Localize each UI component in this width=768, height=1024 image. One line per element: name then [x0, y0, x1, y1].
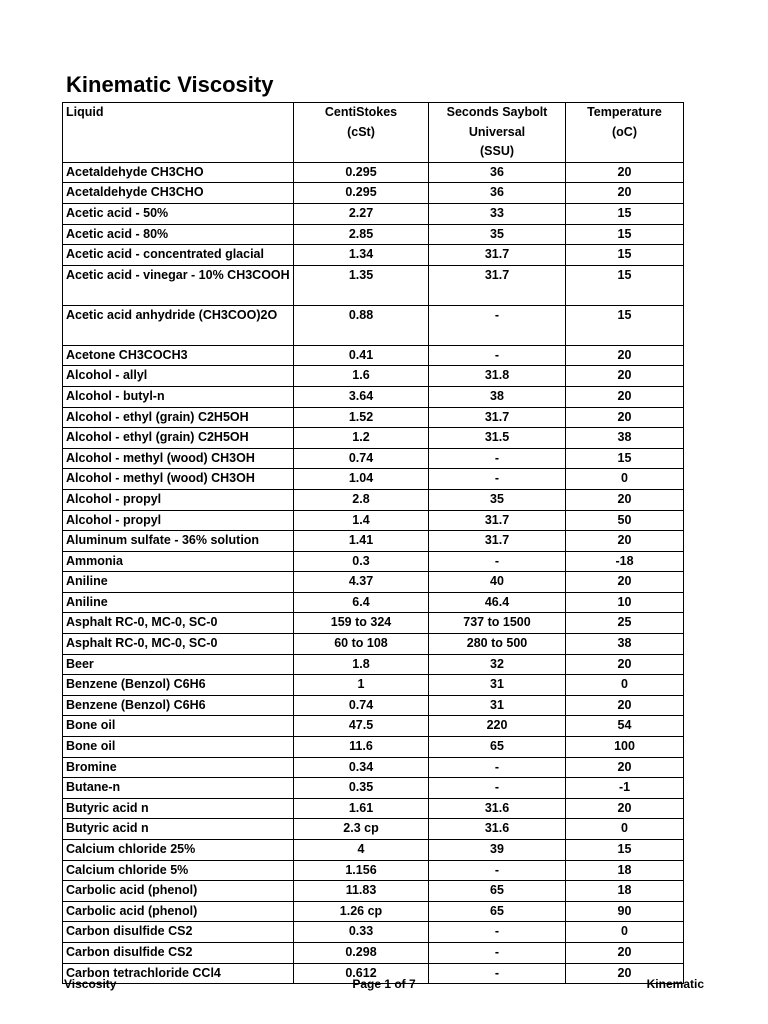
liquid-cell: Asphalt RC-0, MC-0, SC-0 — [63, 613, 294, 634]
liquid-cell: Acetaldehyde CH3CHO — [63, 162, 294, 183]
header-temperature-line2: (oC) — [612, 124, 637, 139]
centistokes-cell: 0.88 — [294, 305, 429, 345]
table-row — [63, 613, 684, 634]
centistokes-cell: 0.74 — [294, 448, 429, 469]
header-ssu-line3: (SSU) — [479, 144, 515, 159]
temperature-cell: 20 — [566, 531, 684, 552]
ssu-cell: - — [429, 448, 566, 469]
table-row — [63, 572, 684, 593]
ssu-cell: 31.7 — [429, 245, 566, 266]
centistokes-cell: 4 — [294, 840, 429, 861]
ssu-cell: 46.4 — [429, 592, 566, 613]
table-row — [63, 551, 684, 572]
temperature-cell: 38 — [566, 428, 684, 449]
liquid-cell: Butyric acid n — [63, 819, 294, 840]
ssu-cell: - — [429, 963, 566, 984]
footer-page-number: Page 1 of 7 — [352, 977, 416, 991]
ssu-cell: 65 — [429, 737, 566, 758]
table-row — [63, 183, 684, 204]
centistokes-cell: 2.3 cp — [294, 819, 429, 840]
ssu-cell: 220 — [429, 716, 566, 737]
temperature-cell: 0 — [566, 675, 684, 696]
ssu-cell: 36 — [429, 162, 566, 183]
temperature-cell: 20 — [566, 366, 684, 387]
centistokes-cell: 4.37 — [294, 572, 429, 593]
ssu-cell: - — [429, 469, 566, 490]
liquid-cell: Calcium chloride 25% — [63, 840, 294, 861]
liquid-cell: Acetic acid - vinegar - 10% CH3COOH — [63, 265, 294, 305]
temperature-cell: 0 — [566, 469, 684, 490]
table-row — [63, 510, 684, 531]
liquid-cell: Carbon tetrachloride CCl4 — [63, 963, 294, 984]
ssu-cell: - — [429, 305, 566, 345]
temperature-cell: 20 — [566, 183, 684, 204]
centistokes-cell: 1.2 — [294, 428, 429, 449]
temperature-cell: 15 — [566, 840, 684, 861]
ssu-cell: 31.6 — [429, 798, 566, 819]
table-row — [63, 881, 684, 902]
table-row — [63, 592, 684, 613]
ssu-cell: - — [429, 345, 566, 366]
temperature-cell: 0 — [566, 819, 684, 840]
ssu-cell: - — [429, 757, 566, 778]
liquid-cell: Acetone CH3COCH3 — [63, 345, 294, 366]
ssu-cell: 65 — [429, 881, 566, 902]
table-row — [63, 675, 684, 696]
table-row — [63, 224, 684, 245]
centistokes-cell: 11.6 — [294, 737, 429, 758]
ssu-cell: 65 — [429, 901, 566, 922]
temperature-cell: 20 — [566, 489, 684, 510]
liquid-cell: Acetic acid - 50% — [63, 203, 294, 224]
liquid-cell: Asphalt RC-0, MC-0, SC-0 — [63, 634, 294, 655]
centistokes-cell: 0.74 — [294, 695, 429, 716]
ssu-cell: 32 — [429, 654, 566, 675]
ssu-cell: 38 — [429, 386, 566, 407]
centistokes-cell: 1.41 — [294, 531, 429, 552]
ssu-cell: - — [429, 551, 566, 572]
centistokes-cell: 1.8 — [294, 654, 429, 675]
table-body — [63, 162, 684, 983]
centistokes-cell: 0.33 — [294, 922, 429, 943]
temperature-cell: 15 — [566, 305, 684, 345]
temperature-cell: 15 — [566, 245, 684, 266]
temperature-cell: 15 — [566, 224, 684, 245]
table-header-row — [63, 103, 684, 163]
header-centistokes — [294, 103, 429, 163]
liquid-cell: Acetic acid - 80% — [63, 224, 294, 245]
centistokes-cell: 0.3 — [294, 551, 429, 572]
header-centistokes-line1: CentiStokes — [324, 105, 398, 119]
table-row — [63, 901, 684, 922]
ssu-cell: 280 to 500 — [429, 634, 566, 655]
table-row — [63, 695, 684, 716]
centistokes-cell: 0.41 — [294, 345, 429, 366]
temperature-cell: 50 — [566, 510, 684, 531]
temperature-cell: 20 — [566, 386, 684, 407]
header-temperature — [566, 103, 684, 163]
table-row — [63, 469, 684, 490]
table-row — [63, 634, 684, 655]
temperature-cell: 20 — [566, 654, 684, 675]
centistokes-cell: 2.85 — [294, 224, 429, 245]
temperature-cell: 38 — [566, 634, 684, 655]
header-centistokes-line2: (cSt) — [347, 124, 375, 139]
liquid-cell: Acetaldehyde CH3CHO — [63, 183, 294, 204]
liquid-cell: Benzene (Benzol) C6H6 — [63, 675, 294, 696]
temperature-cell: 20 — [566, 345, 684, 366]
ssu-cell: 31.7 — [429, 531, 566, 552]
liquid-cell: Alcohol - propyl — [63, 510, 294, 531]
table-row — [63, 407, 684, 428]
temperature-cell: 10 — [566, 592, 684, 613]
centistokes-cell: 0.295 — [294, 183, 429, 204]
centistokes-cell: 1.04 — [294, 469, 429, 490]
table-row — [63, 345, 684, 366]
centistokes-cell: 0.298 — [294, 942, 429, 963]
ssu-cell: 36 — [429, 183, 566, 204]
temperature-cell: 20 — [566, 572, 684, 593]
centistokes-cell: 0.295 — [294, 162, 429, 183]
temperature-cell: 18 — [566, 860, 684, 881]
table-row — [63, 922, 684, 943]
temperature-cell: 25 — [566, 613, 684, 634]
centistokes-cell: 0.612 — [294, 963, 429, 984]
centistokes-cell: 2.8 — [294, 489, 429, 510]
liquid-cell: Beer — [63, 654, 294, 675]
centistokes-cell: 60 to 108 — [294, 634, 429, 655]
table-row — [63, 162, 684, 183]
liquid-cell: Butyric acid n — [63, 798, 294, 819]
ssu-cell: 31.7 — [429, 510, 566, 531]
ssu-cell: 35 — [429, 489, 566, 510]
ssu-cell: 31.7 — [429, 407, 566, 428]
ssu-cell: 40 — [429, 572, 566, 593]
ssu-cell: 31 — [429, 675, 566, 696]
ssu-cell: - — [429, 922, 566, 943]
header-temperature-line1: Temperature — [587, 105, 662, 119]
centistokes-cell: 1 — [294, 675, 429, 696]
liquid-cell: Alcohol - methyl (wood) CH3OH — [63, 469, 294, 490]
temperature-cell: 20 — [566, 963, 684, 984]
liquid-cell: Carbolic acid (phenol) — [63, 881, 294, 902]
table-row — [63, 366, 684, 387]
table-row — [63, 819, 684, 840]
centistokes-cell: 0.34 — [294, 757, 429, 778]
table-row — [63, 531, 684, 552]
table-row — [63, 305, 684, 345]
table-row — [63, 942, 684, 963]
temperature-cell: 15 — [566, 448, 684, 469]
ssu-cell: 33 — [429, 203, 566, 224]
table-row — [63, 737, 684, 758]
centistokes-cell: 1.35 — [294, 265, 429, 305]
ssu-cell: 737 to 1500 — [429, 613, 566, 634]
liquid-cell: Bromine — [63, 757, 294, 778]
temperature-cell: 0 — [566, 922, 684, 943]
temperature-cell: -1 — [566, 778, 684, 799]
liquid-cell: Alcohol - ethyl (grain) C2H5OH — [63, 428, 294, 449]
table-row — [63, 757, 684, 778]
liquid-cell: Carbon disulfide CS2 — [63, 922, 294, 943]
liquid-cell: Alcohol - butyl-n — [63, 386, 294, 407]
centistokes-cell: 1.6 — [294, 366, 429, 387]
liquid-cell: Alcohol - allyl — [63, 366, 294, 387]
header-ssu — [429, 103, 566, 163]
centistokes-cell: 1.61 — [294, 798, 429, 819]
ssu-cell: - — [429, 860, 566, 881]
footer-left: Viscosity — [64, 977, 117, 991]
liquid-cell: Benzene (Benzol) C6H6 — [63, 695, 294, 716]
centistokes-cell: 1.52 — [294, 407, 429, 428]
liquid-cell: Calcium chloride 5% — [63, 860, 294, 881]
liquid-cell: Aniline — [63, 572, 294, 593]
temperature-cell: -18 — [566, 551, 684, 572]
table-row — [63, 245, 684, 266]
table-row — [63, 489, 684, 510]
temperature-cell: 20 — [566, 798, 684, 819]
centistokes-cell: 47.5 — [294, 716, 429, 737]
table-row — [63, 203, 684, 224]
centistokes-cell: 1.156 — [294, 860, 429, 881]
centistokes-cell: 1.26 cp — [294, 901, 429, 922]
liquid-cell: Bone oil — [63, 737, 294, 758]
temperature-cell: 20 — [566, 407, 684, 428]
header-liquid-line1: Liquid — [66, 105, 104, 119]
centistokes-cell: 3.64 — [294, 386, 429, 407]
table-row — [63, 798, 684, 819]
centistokes-cell: 1.34 — [294, 245, 429, 266]
liquid-cell: Carbon disulfide CS2 — [63, 942, 294, 963]
centistokes-cell: 159 to 324 — [294, 613, 429, 634]
temperature-cell: 18 — [566, 881, 684, 902]
header-ssu-line1: Seconds Saybolt — [446, 105, 548, 119]
table-row — [63, 448, 684, 469]
temperature-cell: 90 — [566, 901, 684, 922]
liquid-cell: Acetic acid anhydride (CH3COO)2O — [63, 305, 294, 345]
centistokes-cell: 1.4 — [294, 510, 429, 531]
ssu-cell: 31.7 — [429, 265, 566, 305]
table-row — [63, 716, 684, 737]
ssu-cell: 31.8 — [429, 366, 566, 387]
ssu-cell: 31 — [429, 695, 566, 716]
temperature-cell: 100 — [566, 737, 684, 758]
header-liquid — [63, 103, 294, 163]
table-row — [63, 778, 684, 799]
liquid-cell: Carbolic acid (phenol) — [63, 901, 294, 922]
liquid-cell: Alcohol - methyl (wood) CH3OH — [63, 448, 294, 469]
liquid-cell: Ammonia — [63, 551, 294, 572]
table-row — [63, 386, 684, 407]
ssu-cell: 31.5 — [429, 428, 566, 449]
table-row — [63, 860, 684, 881]
page-title: Kinematic Viscosity — [66, 72, 274, 97]
temperature-cell: 15 — [566, 265, 684, 305]
ssu-cell: - — [429, 778, 566, 799]
temperature-cell: 20 — [566, 757, 684, 778]
temperature-cell: 20 — [566, 695, 684, 716]
liquid-cell: Alcohol - propyl — [63, 489, 294, 510]
table-row — [63, 840, 684, 861]
centistokes-cell: 6.4 — [294, 592, 429, 613]
liquid-cell: Aluminum sulfate - 36% solution — [63, 531, 294, 552]
footer-right: Kinematic — [646, 977, 704, 991]
viscosity-table — [62, 102, 684, 984]
liquid-cell: Acetic acid - concentrated glacial — [63, 245, 294, 266]
ssu-cell: - — [429, 942, 566, 963]
temperature-cell: 54 — [566, 716, 684, 737]
liquid-cell: Butane-n — [63, 778, 294, 799]
centistokes-cell: 2.27 — [294, 203, 429, 224]
table-row — [63, 654, 684, 675]
header-ssu-line2: Universal — [468, 124, 526, 139]
temperature-cell: 15 — [566, 203, 684, 224]
ssu-cell: 35 — [429, 224, 566, 245]
liquid-cell: Bone oil — [63, 716, 294, 737]
temperature-cell: 20 — [566, 162, 684, 183]
liquid-cell: Alcohol - ethyl (grain) C2H5OH — [63, 407, 294, 428]
ssu-cell: 31.6 — [429, 819, 566, 840]
ssu-cell: 39 — [429, 840, 566, 861]
liquid-cell: Aniline — [63, 592, 294, 613]
table-row — [63, 265, 684, 305]
temperature-cell: 20 — [566, 942, 684, 963]
centistokes-cell: 11.83 — [294, 881, 429, 902]
table-row — [63, 428, 684, 449]
centistokes-cell: 0.35 — [294, 778, 429, 799]
